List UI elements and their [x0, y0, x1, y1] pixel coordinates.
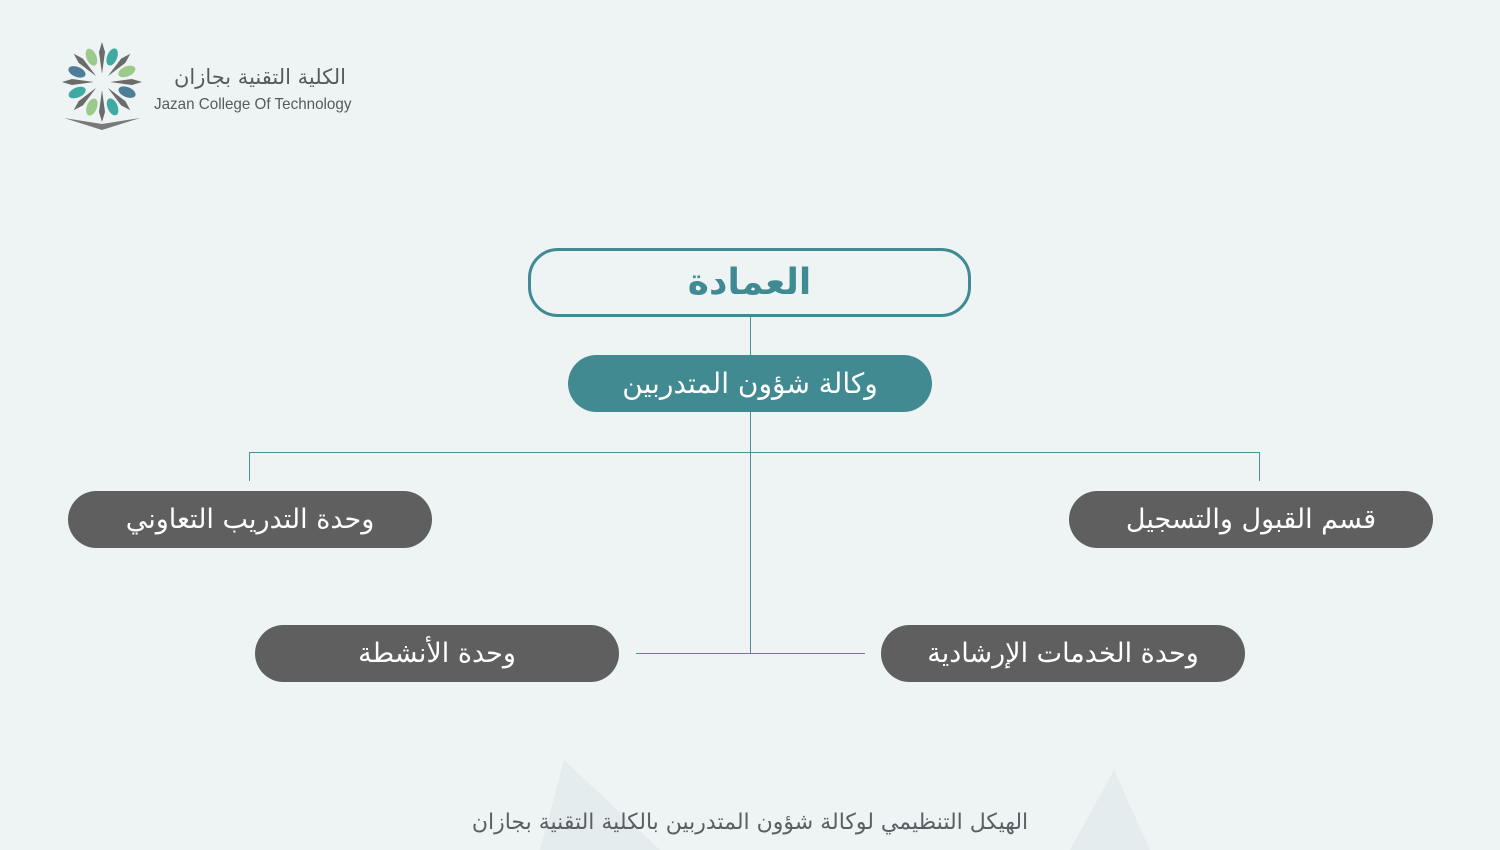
connector-agency-trunk — [750, 412, 751, 654]
chart-caption: الهيكل التنظيمي لوكالة شؤون المتدربين بالكلية التقنية بجازان — [471, 810, 1029, 835]
connector-horizontal-bar — [249, 452, 1260, 453]
connector-bottom-bar — [636, 653, 865, 654]
connector-top-to-agency — [750, 317, 751, 355]
star-emblem-icon — [60, 40, 144, 134]
trainees-affairs-agency-box: وكالة شؤون المتدربين — [568, 355, 932, 412]
connector-left-drop — [249, 452, 250, 481]
activities-box: وحدة الأنشطة — [255, 625, 619, 682]
admission-registration-box: قسم القبول والتسجيل — [1069, 491, 1433, 548]
college-name-english: Jazan College Of Technology — [154, 96, 352, 113]
deanship-box: العمادة — [528, 248, 971, 317]
college-logo — [60, 40, 360, 140]
connector-right-drop — [1259, 452, 1260, 481]
guidance-services-box: وحدة الخدمات الإرشادية — [881, 625, 1245, 682]
cooperative-training-box: وحدة التدريب التعاوني — [68, 491, 432, 548]
college-name-arabic: الكلية التقنية بجازان — [173, 65, 346, 89]
background-shape-left — [540, 760, 660, 850]
